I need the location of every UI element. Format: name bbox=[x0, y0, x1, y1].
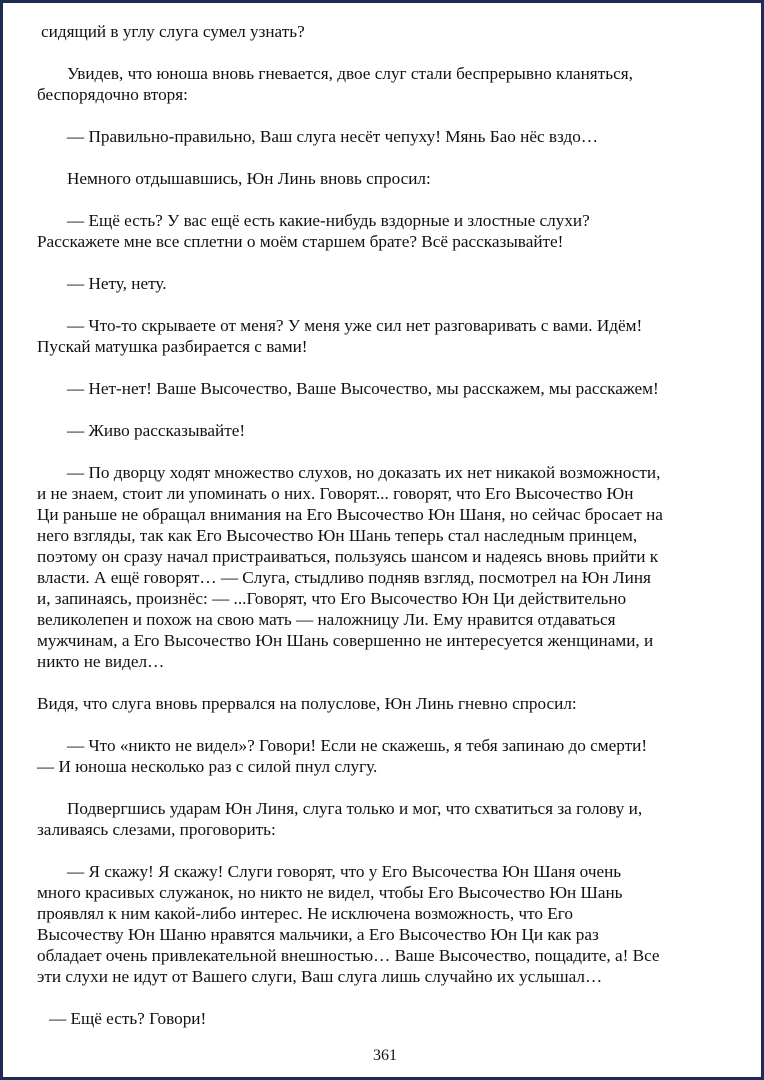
paragraph-9: — Живо рассказывайте! bbox=[67, 421, 246, 440]
paragraph-13: Подвергшись ударам Юн Линя, слуга только и мог, что схватиться за голову и, заливаясь слезами, проговорить: bbox=[37, 799, 643, 839]
paragraph-8: — Нет-нет! Ваше Высочество, Ваше Высочество, мы расскажем, мы расскажем! bbox=[67, 379, 659, 398]
paragraph-2: Увидев, что юноша вновь гневается, двое слуг стали беспрерывно кланяться, беспорядочно вторя: bbox=[37, 64, 633, 104]
paragraph-7: — Что-то скрываете от меня? У меня уже сил нет разговаривать с вами. Идём! Пускай матушка разбирается с вами! bbox=[37, 316, 643, 356]
paragraph-14: — Я скажу! Я скажу! Слуги говорят, что у Его Высочества Юн Шаня очень много красивых служанок, но никто не видел, чтобы Его Высочество Юн Шань проявлял к ним какой-либо интерес. Не исключена возможность, что Его Высочеству Юн Шаню нравятся мальчики, а Его Высочество Юн Ци как раз обладает очень привлекательной внешностью… Ваше Высочество, пощадите, а! Все эти слухи не идут от Вашего слуги, Ваш слуга лишь случайно их услышал… bbox=[37, 862, 660, 986]
paragraph-6: — Нету, нету. bbox=[67, 274, 167, 293]
page-number: 361 bbox=[373, 1047, 397, 1064]
paragraph-12: — Что «никто не видел»? Говори! Если не скажешь, я тебя запинаю до смерти! — И юноша несколько раз с силой пнул слугу. bbox=[37, 736, 648, 776]
paragraph-5: — Ещё есть? У вас ещё есть какие-нибудь вздорные и злостные слухи? Расскажете мне все сплетни о моём старшем брате? Всё рассказывайте! bbox=[37, 211, 590, 251]
paragraph-4: Немного отдышавшись, Юн Линь вновь спросил: bbox=[67, 169, 431, 188]
paragraph-3: — Правильно-правильно, Ваш слуга несёт чепуху! Мянь Бао нёс вздо… bbox=[67, 127, 599, 146]
paragraph-11: Видя, что слуга вновь прервался на полуслове, Юн Линь гневно спросил: bbox=[37, 694, 577, 713]
paragraph-10: — По дворцу ходят множество слухов, но доказать их нет никакой возможности, и не знаем, стоит ли упоминать о них. Говорят... говорят, что Его Высочество Юн Ци раньше не обращал внимания на Его Высочество Юн Шаня, но сейчас бросает на него взгляды, так как Его Высочество Юн Шань теперь стал наследным принцем, поэтому он сразу начал пристраиваться, пользуясь шансом и надеясь вновь прийти к власти. А ещё говорят… — Слуга, стыдливо подняв взгляд, посмотрел на Юн Линя и, запинаясь, произнёс: — ...Говорят, что Его Высочество Юн Ци действительно великолепен и похож на свою мать — наложницу Ли. Ему нравится отдаваться мужчинам, а Его Высочество Юн Шань совершенно не интересуется женщинами, и никто не видел… bbox=[37, 463, 663, 671]
text-body bbox=[37, 21, 739, 1050]
paragraph-15: — Ещё есть? Говори! bbox=[49, 1009, 207, 1028]
paragraph-1: сидящий в углу слуга сумел узнать? bbox=[41, 22, 305, 41]
